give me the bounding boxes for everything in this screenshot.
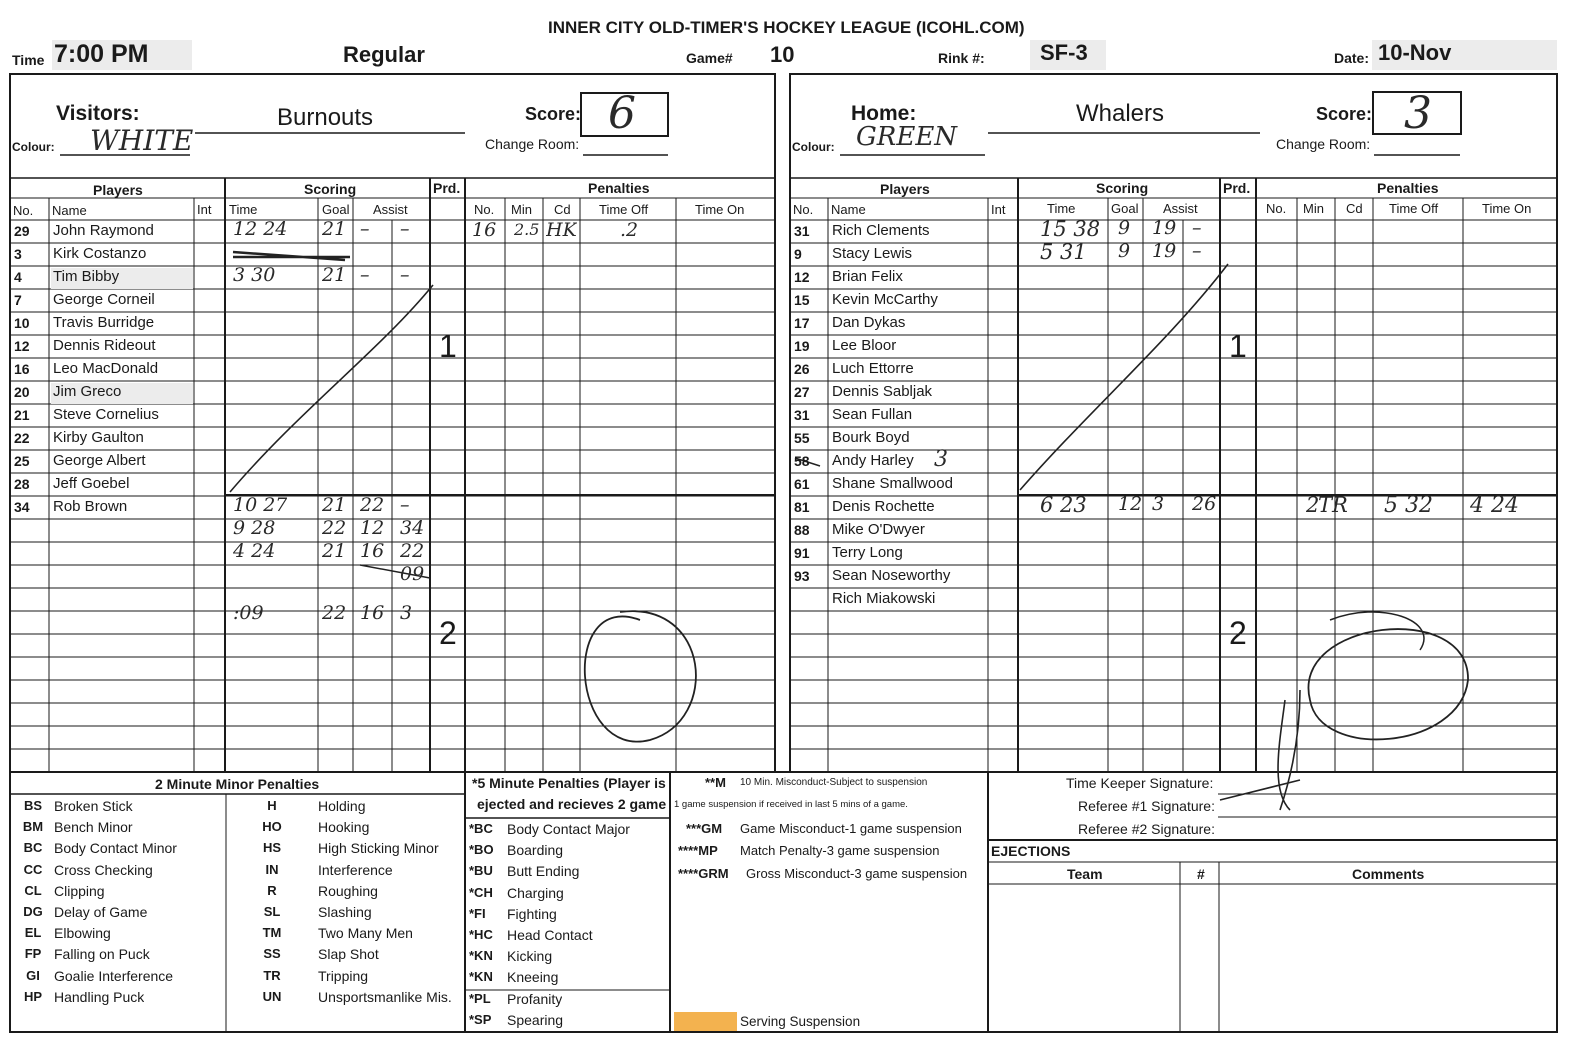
home-player-name: Brian Felix — [832, 268, 903, 285]
major-penalty-code: *HC — [469, 927, 493, 942]
visitor-player-number: 4 — [14, 269, 22, 285]
home-goal-time: 15 38 — [1040, 217, 1101, 241]
h-int-header: Int — [991, 202, 1006, 217]
legend-frame — [10, 772, 1557, 1032]
minor-penalty-code: R — [267, 882, 277, 898]
home-player-name: Terry Long — [832, 544, 903, 561]
visitor-player-number: 34 — [14, 499, 30, 515]
home-player-name: Rich Clements — [832, 222, 930, 239]
visitor-player-number: 16 — [14, 361, 30, 377]
home-player-name: Lee Bloor — [832, 337, 897, 354]
visitor-assist-1: 22 — [360, 494, 385, 516]
ejections-title: EJECTIONS — [991, 843, 1071, 859]
referee-signature — [1220, 690, 1300, 810]
misconduct-m-label: 10 Min. Misconduct-Subject to suspension — [740, 777, 928, 788]
visitor-assist-1: – — [360, 218, 370, 240]
v-cd-header: Cd — [554, 202, 571, 217]
h-cd-header: Cd — [1346, 201, 1363, 216]
visitors-colour-label: Colour: — [12, 140, 55, 154]
minor-penalty-label: Unsportsmanlike Mis. — [318, 988, 452, 1005]
visitor-assist-2: – — [400, 494, 410, 516]
home-assist-1: 19 — [1152, 217, 1177, 239]
timekeeper-signature-label: Time Keeper Signature: — [1066, 775, 1214, 791]
home-final-circle — [1308, 629, 1468, 739]
home-player-number: 61 — [794, 476, 810, 492]
major-penalty-label: Fighting — [507, 905, 557, 922]
major-penalty-label: Kicking — [507, 948, 553, 965]
major-penalty-code: *SP — [469, 1011, 492, 1027]
home-player-number: 88 — [794, 522, 810, 538]
h-period-1: 1 — [1229, 328, 1247, 364]
h-penalties-header: Penalties — [1377, 180, 1439, 196]
home-player-number: 17 — [794, 315, 810, 331]
v-no-header: No. — [13, 203, 34, 218]
visitors-score: 6 — [608, 88, 636, 139]
h-no-header: No. — [793, 202, 814, 217]
minor-penalty-code: CL — [24, 882, 42, 898]
visitor-player-number: 21 — [14, 407, 30, 423]
minor-penalty-label: Elbowing — [54, 925, 111, 942]
visitor-player-name: Kirby Gaulton — [53, 429, 144, 446]
visitor-final-circle — [585, 611, 696, 741]
major-penalty-code: *FI — [469, 905, 486, 921]
visitor-goal-time: 4 24 — [233, 540, 276, 562]
visitors-label: Visitors: — [56, 102, 140, 125]
game-label: Game# — [686, 50, 733, 66]
rink-value: SF-3 — [1030, 40, 1106, 70]
v-period-1: 1 — [439, 328, 457, 364]
major-penalty-label: Head Contact — [507, 927, 593, 943]
visitor-player-name: George Albert — [53, 452, 146, 469]
home-player-name: Mike O'Dwyer — [832, 521, 925, 538]
home-player-number: 55 — [794, 430, 810, 446]
minor-penalty-label: Bench Minor — [54, 819, 133, 836]
visitor-goal-time: :09 — [233, 602, 264, 624]
home-penalty-time-on: 4 24 — [1470, 493, 1519, 518]
home-player-name: Sean Noseworthy — [832, 567, 951, 584]
major-penalty-code: *PL — [469, 990, 491, 1006]
home-label: Home: — [851, 102, 917, 125]
minor-penalty-label: Falling on Puck — [54, 946, 150, 963]
major-penalty-label: Profanity — [507, 990, 563, 1007]
h-time-on-header: Time On — [1482, 201, 1532, 216]
home-player-name: Andy Harley — [832, 452, 914, 469]
visitor-goal-scorer: 22 — [322, 602, 347, 624]
home-penalty-number: 2 — [1306, 493, 1320, 517]
home-player-number: 15 — [794, 292, 810, 308]
minor-penalty-code: EL — [24, 925, 42, 941]
home-player-name: Dan Dykas — [832, 314, 906, 331]
visitor-player-name: George Corneil — [53, 291, 155, 308]
home-player-number: 27 — [794, 384, 810, 400]
visitor-goal-scorer: 21 — [322, 218, 347, 240]
visitor-player-name: Jeff Goebel — [53, 475, 130, 492]
home-assist-1: 3 — [1152, 493, 1165, 515]
v-period-2: 2 — [439, 615, 457, 651]
visitor-penalty-code: HK — [546, 219, 577, 241]
misconduct-code: ***GM — [686, 821, 723, 836]
referee1-signature-label: Referee #1 Signature: — [1078, 798, 1215, 814]
major-penalties-title-1: *5 Minute Penalties (Player is — [472, 775, 666, 791]
visitor-goal-time: 10 27 — [233, 494, 288, 516]
ejections-comments-header: Comments — [1352, 866, 1425, 882]
minor-penalty-label: Slap Shot — [318, 946, 379, 963]
h-min-header: Min — [1303, 201, 1324, 216]
home-player-name: Kevin McCarthy — [832, 291, 938, 308]
minor-penalty-code: HS — [262, 840, 282, 856]
ejections-number-header: # — [1197, 866, 1205, 882]
visitor-player-name: Leo MacDonald — [53, 360, 159, 377]
minor-penalties-title: 2 Minute Minor Penalties — [155, 776, 320, 792]
serving-suspension-label: Serving Suspension — [740, 1014, 861, 1029]
visitor-assist-2: 34 — [400, 517, 425, 539]
visitor-player-name: Kirk Costanzo — [53, 245, 147, 262]
h-name-header: Name — [831, 202, 866, 217]
misconduct-code: ****MP — [678, 843, 718, 858]
minor-penalty-code: BS — [23, 798, 43, 813]
minor-penalty-label: Roughing — [318, 882, 378, 899]
visitor-penalty-number: 16 — [472, 219, 497, 241]
v-penalties-header: Penalties — [588, 180, 650, 196]
visitor-player-number: 10 — [14, 315, 30, 331]
home-period1-slash — [1020, 264, 1228, 490]
home-player-number: 31 — [794, 407, 810, 423]
major-penalty-code: *BC — [469, 821, 493, 836]
h-scoring-header: Scoring — [1096, 180, 1149, 196]
major-penalty-label: Charging — [507, 884, 564, 901]
v-name-header: Name — [52, 203, 87, 218]
home-player-number: 12 — [794, 269, 810, 285]
v-time-header: Time — [229, 202, 258, 217]
game-type: Regular — [343, 42, 425, 67]
home-player-name: Luch Ettorre — [832, 360, 914, 377]
visitor-assist-1: 12 — [360, 517, 385, 539]
home-assist-2: – — [1192, 240, 1202, 262]
v-int-header: Int — [197, 202, 212, 217]
major-penalty-label: Body Contact Major — [507, 821, 630, 837]
visitor-assist-1: 16 — [360, 540, 385, 562]
h-players-header: Players — [880, 181, 930, 197]
h-assist-header: Assist — [1163, 201, 1198, 216]
home-player-number: 26 — [794, 361, 810, 377]
major-penalty-label: Boarding — [507, 842, 564, 859]
visitor-player-number: 29 — [14, 223, 30, 239]
visitors-team-name: Burnouts — [277, 104, 374, 131]
home-goal-scorer: 9 — [1118, 217, 1131, 239]
minor-penalty-code: DG — [23, 904, 43, 919]
minor-penalty-code: HO — [262, 819, 282, 835]
minor-penalty-label: Tripping — [318, 967, 369, 984]
minor-penalty-label: Goalie Interference — [54, 967, 174, 984]
harley-mark: 3 — [934, 447, 948, 472]
visitor-player-number: 3 — [14, 246, 22, 262]
visitor-goal-time: 3 30 — [233, 264, 276, 286]
h-time-header: Time — [1047, 201, 1076, 216]
home-colour: GREEN — [856, 122, 958, 152]
misconduct-m-note: 1 game suspension if received in last 5 mins of a game. — [674, 799, 908, 810]
visitor-player-name: Travis Burridge — [53, 314, 155, 331]
visitor-player-number: 12 — [14, 338, 30, 354]
visitor-assist-1: 16 — [360, 602, 385, 624]
home-player-name: Shane Smallwood — [832, 475, 953, 492]
visitor-goal-time: 12 24 — [233, 218, 288, 240]
home-assist-2: 26 — [1192, 493, 1217, 515]
misconduct-code: ****GRM — [678, 866, 729, 881]
visitor-period1-slash — [230, 285, 433, 492]
minor-penalty-label: Cross Checking — [54, 861, 153, 878]
visitor-player-number: 25 — [14, 453, 30, 469]
visitor-player-name: John Raymond — [53, 222, 154, 239]
v-scoring-header: Scoring — [304, 181, 357, 197]
visitor-assist-2: – — [400, 264, 410, 286]
rink-label: Rink #: — [938, 50, 985, 66]
home-player-number: 81 — [794, 499, 810, 515]
major-penalty-code: *BU — [469, 863, 493, 879]
h-period-2: 2 — [1229, 615, 1247, 651]
league-title: INNER CITY OLD-TIMER'S HOCKEY LEAGUE (ICOHL.COM) — [548, 18, 1025, 37]
minor-penalty-code: CC — [23, 861, 43, 877]
visitor-penalty-minutes: 2.5 — [514, 220, 540, 239]
home-player-number: 31 — [794, 223, 810, 239]
ejections-team-header: Team — [1067, 866, 1103, 882]
misconduct-label: Match Penalty-3 game suspension — [740, 843, 940, 858]
home-goal-time: 6 23 — [1040, 493, 1087, 517]
visitor-assist-1: – — [360, 264, 370, 286]
time-label: Time — [12, 52, 45, 68]
visitor-player-name: Tim Bibby — [51, 268, 193, 289]
visitors-change-room-label: Change Room: — [485, 136, 580, 152]
v-players-header: Players — [93, 182, 143, 198]
visitor-assist-2: – — [400, 218, 410, 240]
visitor-assist-2: 3 — [400, 602, 413, 624]
visitor-player-name: Rob Brown — [53, 498, 128, 515]
visitor-goal-scorer: 21 — [322, 264, 347, 286]
minor-penalty-label: Interference — [318, 861, 393, 878]
visitor-penalty-time-off: .2 — [620, 219, 639, 241]
home-assist-1: 19 — [1152, 240, 1177, 262]
visitor-player-number: 7 — [14, 292, 22, 308]
v-pen-no-header: No. — [474, 202, 495, 217]
h-time-off-header: Time Off — [1389, 201, 1439, 216]
home-change-room-label: Change Room: — [1276, 136, 1371, 152]
major-penalties-title-2: ejected and recieves 2 game — [477, 796, 667, 812]
minor-penalty-label: Body Contact Minor — [54, 840, 177, 857]
minor-penalty-label: Slashing — [318, 904, 372, 920]
home-player-name: Denis Rochette — [832, 498, 935, 515]
major-penalty-code: *KN — [469, 948, 493, 964]
minor-penalty-code: H — [267, 798, 277, 813]
visitors-colour: WHITE — [90, 124, 194, 157]
minor-penalty-code: UN — [262, 988, 282, 1004]
serving-suspension-swatch — [674, 1012, 737, 1031]
home-player-name: Rich Miakowski — [832, 590, 936, 607]
home-player-name: Dennis Sabljak — [832, 383, 933, 400]
v-goal-header: Goal — [322, 202, 350, 217]
visitor-player-number: 28 — [14, 476, 30, 492]
visitor-goal-scorer: 21 — [322, 494, 347, 516]
minor-penalty-label: Delay of Game — [54, 904, 148, 920]
h-goal-header: Goal — [1111, 201, 1139, 216]
home-player-name: Bourk Boyd — [832, 429, 910, 446]
major-penalty-code: *CH — [469, 884, 493, 900]
minor-penalty-label: Two Many Men — [318, 925, 413, 942]
home-team-name: Whalers — [1076, 100, 1165, 127]
visitor-player-name: Jim Greco — [51, 383, 193, 404]
major-penalty-label: Spearing — [507, 1011, 564, 1028]
minor-penalty-label: Handling Puck — [54, 988, 145, 1005]
time-value: 7:00 PM — [52, 40, 192, 70]
visitor-player-number: 20 — [14, 384, 30, 400]
visitor-goal-scorer: 21 — [322, 540, 347, 562]
visitor-assist-2: 22 — [400, 540, 425, 562]
major-penalty-label: Butt Ending — [507, 863, 580, 880]
minor-penalty-label: Broken Stick — [54, 798, 133, 814]
visitor-crossed-entry — [233, 252, 350, 260]
minor-penalty-code: GI — [26, 967, 40, 983]
home-goal-scorer: 9 — [1118, 240, 1131, 262]
visitors-score-label: Score: — [525, 104, 582, 124]
home-goal-time: 5 31 — [1040, 240, 1087, 264]
v-prd-header: Prd. — [433, 180, 461, 196]
minor-penalty-code: BC — [23, 840, 43, 856]
date-value: 10-Nov — [1372, 40, 1557, 70]
game-value: 10 — [770, 42, 795, 67]
misconduct-label: Gross Misconduct-3 game suspension — [746, 866, 968, 881]
home-player-name: Sean Fullan — [832, 406, 913, 423]
referee2-signature-label: Referee #2 Signature: — [1078, 821, 1215, 837]
v-min-header: Min — [511, 202, 532, 217]
home-player-number: 19 — [794, 338, 810, 354]
misconduct-m-code: **M — [705, 775, 726, 790]
h-pen-no-header: No. — [1266, 201, 1287, 216]
visitor-assist-2: 09 — [400, 563, 425, 585]
visitor-player-name: Dennis Rideout — [53, 337, 156, 354]
home-player-number: 9 — [794, 246, 802, 262]
minor-penalty-label: Hooking — [318, 819, 370, 836]
home-colour-label: Colour: — [792, 140, 835, 154]
visitor-player-number: 22 — [14, 430, 30, 446]
minor-penalty-code: BM — [22, 819, 44, 835]
h-prd-header: Prd. — [1223, 180, 1251, 196]
major-penalty-code: *KN — [469, 969, 493, 985]
minor-penalty-code: HP — [23, 988, 43, 1004]
v-time-off-header: Time Off — [599, 202, 649, 217]
home-player-number: 91 — [794, 545, 810, 561]
home-goal-scorer: 12 — [1118, 493, 1143, 515]
minor-penalty-code: SL — [263, 904, 281, 919]
minor-penalty-label: High Sticking Minor — [318, 840, 439, 857]
home-score: 3 — [1404, 88, 1432, 139]
home-penalty-time-off: 5 32 — [1384, 493, 1433, 518]
minor-penalty-code: IN — [265, 861, 279, 877]
home-assist-2: – — [1192, 217, 1202, 239]
minor-penalty-label: Holding — [318, 798, 366, 814]
home-player-name: Stacy Lewis — [832, 245, 913, 262]
minor-penalty-code: TM — [262, 925, 282, 941]
v-assist-header: Assist — [373, 202, 408, 217]
home-score-label: Score: — [1316, 104, 1373, 124]
minor-penalty-code: FP — [24, 946, 42, 962]
visitor-goal-time: 9 28 — [233, 517, 276, 539]
visitor-goal-scorer: 22 — [322, 517, 347, 539]
minor-penalty-code: SS — [263, 946, 281, 962]
misconduct-label: Game Misconduct-1 game suspension — [740, 821, 962, 836]
home-penalty-minutes: TR — [1318, 493, 1348, 517]
date-label: Date: — [1334, 50, 1370, 66]
v-time-on-header: Time On — [695, 202, 745, 217]
visitor-player-name: Steve Cornelius — [53, 406, 159, 423]
home-player-number: 58 — [794, 453, 810, 469]
minor-penalty-code: TR — [263, 967, 281, 983]
major-penalty-label: Kneeing — [507, 969, 559, 986]
major-penalty-code: *BO — [469, 842, 494, 858]
minor-penalty-label: Clipping — [54, 882, 105, 899]
home-player-number: 93 — [794, 568, 810, 584]
